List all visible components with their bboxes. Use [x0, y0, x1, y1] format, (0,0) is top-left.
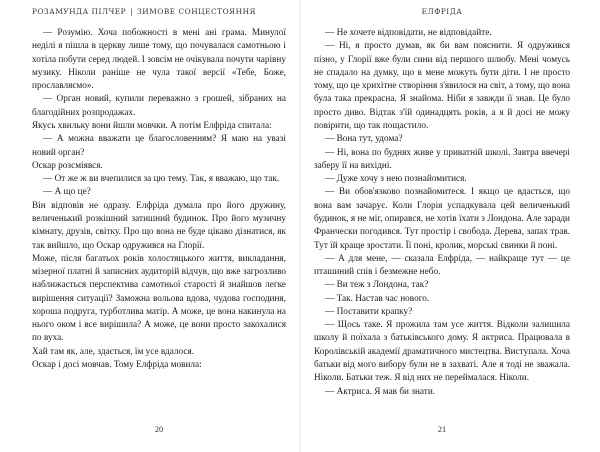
- paragraph: — Орган новий, купили переважно з грошей, зібраних на благодійних розпродажах.: [32, 94, 286, 118]
- paragraph: — Вона тут, удома?: [325, 134, 403, 145]
- paragraph: Хай там як, але, здається, їм усе вдалося.: [32, 346, 195, 357]
- paragraph: — Не хочете відповідати, не відповідайте.: [325, 28, 492, 38]
- paragraph: — Ви теж з Лондона, так?: [325, 280, 429, 291]
- running-head-right: ЕЛФРІДА: [421, 7, 463, 16]
- paragraph: — Ні, вона по буднях живе у приватній школі. Завтра ввечері заберу її на вихідні.: [314, 147, 570, 171]
- running-head-separator: |: [130, 7, 134, 16]
- page-number-right: 21: [437, 425, 447, 434]
- paragraph: — Розумію. Хоча побожності в мені ані грама. Минулої неділі я пішла в церкву лише тому, що почувалася самотньою і хотіла побути серед людей. І зовсім не очікувала почути чарівну музику. Ніколи раніше не чула такої версії «Тебе, Боже, прославляємо».: [32, 28, 286, 92]
- paragraph: — Ви обов'язково познайомитеся. І якщо це вдасться, що вона вам зачарує. Коли Глорія успадкувала цей величенький будинок, я не міг, опирався, не хотів їхати з Лондона. Але заради Франчески погодився. Тут простір і свобода. Дерева, запах трав. Тут їй краще зростати. Її поні, кролик, морські свинки й поні.: [314, 187, 570, 251]
- paragraph: — А що це?: [43, 187, 91, 198]
- paragraph: Може, після багатьох років холостяцького життя, викладання, мізерної платні й записних аудиторій відчув, що вже загрозливо наближається перспектива самотньої старості й знайшов легке вирішення ситуації? Заможна вольова вдова, чудова господиня, хороша подруга, турботлива матір. А може, це вона накинула на нього оком і все вирішила? А може, це вони просто закохалися по вуха.: [32, 253, 286, 344]
- paragraph: — Так. Настав час нового.: [325, 293, 430, 304]
- paragraph: — А для мене, — сказала Елфріда, — найкраще тут — це пташиний спів і безмежне небо.: [314, 253, 570, 278]
- paragraph: Він відповів не одразу. Елфріда думала про його дружину, величенький розкішний затишний будинок. Про його музичну кімнату, друзів, світку. Про що вона не буде цікаво дізнатися, як так вийшло, що Оскар одружився на Глорії.: [32, 200, 286, 251]
- paragraph: — Дуже хочу з нею познайомитися.: [325, 174, 467, 185]
- page-number-left: 20: [154, 425, 164, 434]
- right-page-text: [314, 27, 570, 399]
- paragraph: Оскар і досі мовчав. Тому Елфріда мовила:: [32, 360, 202, 371]
- running-head-book-title: ЗИМОВЕ СОНЦЕСТОЯННЯ: [137, 7, 256, 16]
- paragraph: — А можна вважати це благословенням? Я маю на увазі новий орган?: [32, 134, 286, 158]
- right-page: [300, 0, 600, 452]
- paragraph: — Актриса. Я мав би знати.: [325, 386, 436, 397]
- paragraph: — От же ж ви вчепилися за цю тему. Так, я вважаю, що так.: [43, 174, 280, 185]
- paragraph: Оскар розсміявся.: [32, 160, 103, 171]
- paragraph: — Щось таке. Я прожила там усе життя. Відколи залишила школу й поїхала з батьківського дому. Я актриса. Працювала в Королівській академії драматичного мистецтва. Виступала. Хоча батьки від мого вибору були не в захваті. Але я тоді не зважала. Ніколи. Батьки теж. Я від них не переймалася. Ніколи.: [314, 320, 570, 384]
- paragraph: — Ні, я просто думав, як би вам пояснити. Я одружився пізно, у Глорії вже були сини від першого шлюбу. Мені чомусь не спадало на думку, що в мене можуть бути діти. І не просто тому, що це хрихітне створіння з'явилося на світ, а тому, що вона була така прекрасна. Я знайома. Ніби я завжди її знав. Це було просто диво. Відтак з'їй одинадцять років, а я й досі не можу повірити, що так пощастило.: [314, 41, 570, 131]
- paragraph: — Поставити крапку?: [325, 306, 413, 317]
- left-page-text: [32, 27, 286, 372]
- paragraph: Якусь хвильку вони йшли мовчки. А потім Елфріда спитала:: [32, 120, 272, 131]
- running-head-left: [32, 6, 286, 18]
- running-head-author: РОЗАМУНДА ПІЛЧЕР: [32, 7, 127, 16]
